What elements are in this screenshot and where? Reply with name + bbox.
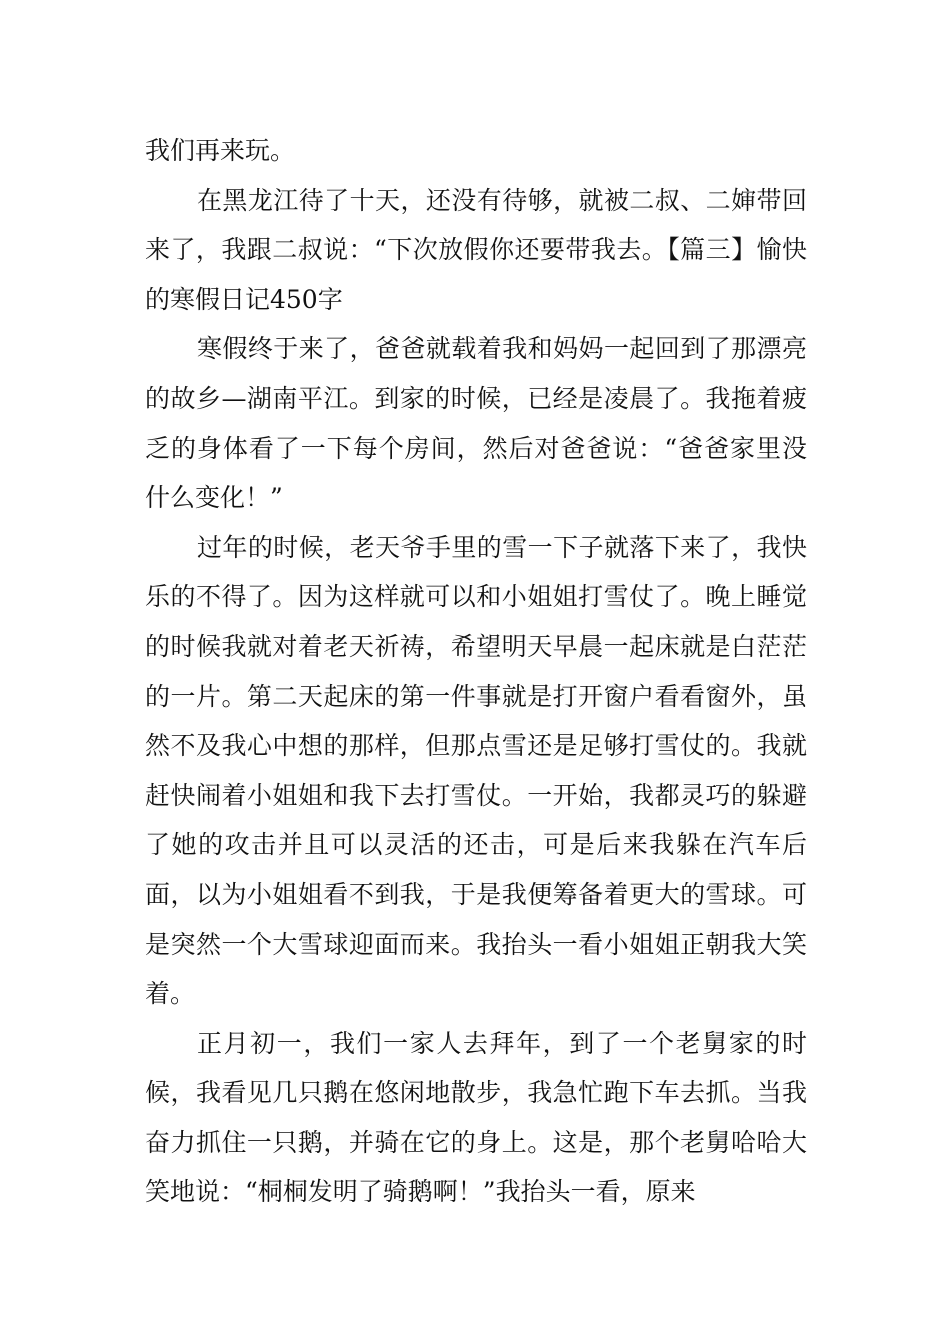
paragraph-heilongjiang: 在黑龙江待了十天，还没有待够，就被二叔、二婶带回来了，我跟二叔说：“下次放假你还要带我去。【篇三】愉快的寒假日记450字 — [145, 185, 807, 314]
document-page — [145, 126, 807, 1217]
paragraph-hometown: 寒假终于来了，爸爸就载着我和妈妈一起回到了那漂亮的故乡—湖南平江。到家的时候，已经是凌晨了。我拖着疲乏的身体看了一下每个房间，然后对爸爸说：“爸爸家里没什么变化！” — [145, 334, 807, 513]
paragraph-continuation: 我们再来玩。 — [145, 136, 296, 165]
paragraph-snowball-fight: 过年的时候，老天爷手里的雪一下子就落下来了，我快乐的不得了。因为这样就可以和小姐姐打雪仗了。晚上睡觉的时候我就对着老天祈祷，希望明天早晨一起床就是白茫茫的一片。第二天起床的第一件事就是打开窗户看看窗外，虽然不及我心中想的那样，但那点雪还是足够打雪仗的。我就赶快闹着小姐姐和我下去打雪仗。一开始，我都灵巧的躲避了她的攻击并且可以灵活的还击，可是后来我躲在汽车后面，以为小姐姐看不到我，于是我便筹备着更大的雪球。可是突然一个大雪球迎面而来。我抬头一看小姐姐正朝我大笑着。 — [145, 532, 807, 1009]
paragraph-new-year-visit: 正月初一，我们一家人去拜年，到了一个老舅家的时候，我看见几只鹅在悠闲地散步，我急忙跑下车去抓。当我奋力抓住一只鹅，并骑在它的身上。这是，那个老舅哈哈大笑地说：“桐桐发明了骑鹅啊！”我抬头一看，原来 — [145, 1028, 807, 1207]
